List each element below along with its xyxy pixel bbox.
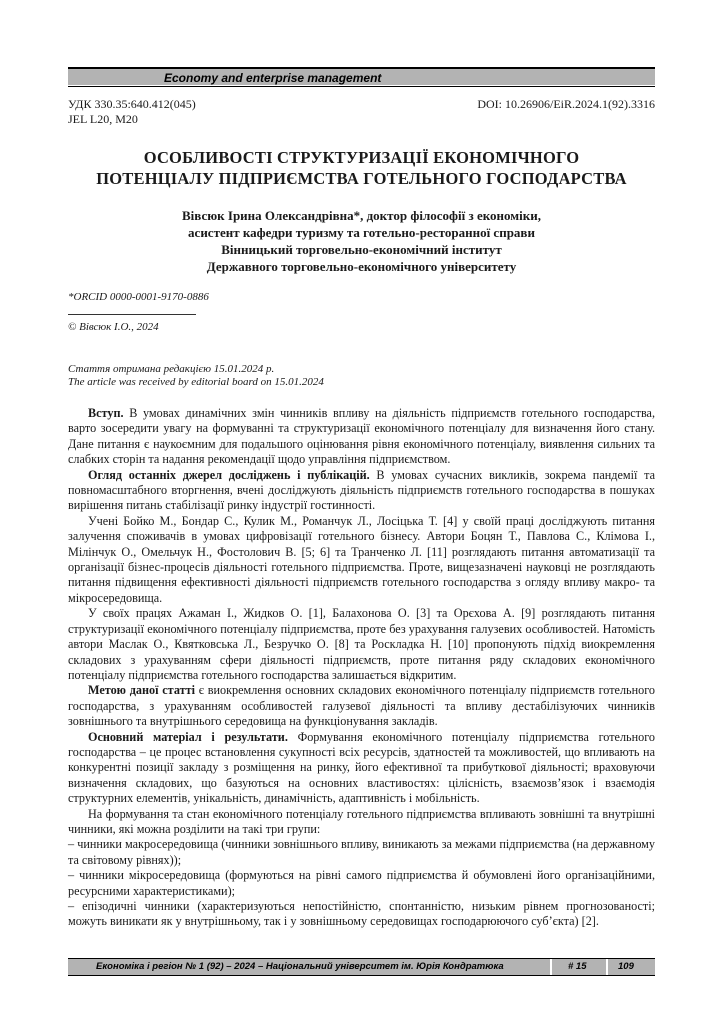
author-line: Державного торговельно-економічного університету [206, 259, 517, 274]
paragraph: У своїх працях Ажаман І., Жидков О. [1], Балахонова О. [3] та Орєхова А. [9] розглядають питання структуризації економічного потенціалу підприємства, проте без урахування галузевих особливостей. Натомість автори Маслак О., Квятковська Л., Безручко О. [8] та Роскладка Н. [10] пропонують підхід виокремлення складових з урахуванням сфери діяльності підприємств, проте питання ряду складових економічного потенціалу підприємства готельного господарства залишається відкритим. [68, 606, 655, 682]
footer-journal: Економіка і регіон № 1 (92) – 2024 – Національний університет ім. Юрія Кондратюка [96, 961, 504, 972]
intro-text: В умовах динамічних змін чинників впливу на діяльність підприємств готельного господарства, варто зосередити увагу на формуванні та структуризації економічного потенціалу для визначення його стану. Дане питання є наукоємним для подальшого оцінювання рівня економічного потенціалу, виявлення сильних та слабких сторін та надання рекомендації щодо управління підприємством. [68, 406, 655, 467]
footer-divider [606, 959, 608, 975]
goal-label: Метою даної статті [88, 683, 195, 698]
author-line: Вінницький торговельно-економічний інститут [221, 242, 502, 257]
jel-code: JEL L20, M20 [68, 112, 138, 126]
page-number: 109 [618, 961, 634, 972]
received-note-uk: Стаття отримана редакцією 15.01.2024 р. [68, 363, 275, 375]
title-line: ОСОБЛИВОСТІ СТРУКТУРИЗАЦІЇ ЕКОНОМІЧНОГО [143, 148, 580, 167]
list-item: – чинники мікросередовища (формуються на рівні самого підприємства й обумовлені його організаційними, ресурсними характеристиками); [68, 868, 655, 898]
paragraph-review [68, 468, 655, 514]
doi: DOI: 10.26906/EiR.2024.1(92).3316 [477, 97, 655, 111]
section-title: Economy and enterprise management [164, 71, 382, 85]
footnote-rule [68, 314, 196, 315]
header-bottom-rule [68, 86, 655, 87]
review-text: В умовах сучасних викликів, зокрема пандемії та повномасштабного вторгнення, вчені досліджують діяльність підприємств готельного господарства в пошуках вирішення питань стабілізації ринку індустрії гостинності. [68, 467, 655, 513]
main-label: Основний матеріал і результати. [88, 729, 288, 744]
paragraph: Учені Бойко М., Бондар С., Кулик М., Романчук Л., Лосіцька Т. [4] у своїй праці досліджують питання залучення споживачів в умовах цифровізації готельного бізнесу. Автори Боцян Т., Павлова С., Клімова І., Мілінчук О., Омельчук Н., Фостолович В. [5; 6] та Транченко Л. [11] розглядають питання автоматизації та організації бізнес-процесів діяльності готельного підприємства. Проте, вищезазначені науковці не розглядають питання підвищення ефективності діяльності підприємств готельного господарства з огляду впливу макро- та мікросередовища. [68, 513, 655, 605]
title-line: ПОТЕНЦІАЛУ ПІДПРИЄМСТВА ГОТЕЛЬНОГО ГОСПОДАРСТВА [96, 169, 627, 188]
review-label: Огляд останніх джерел досліджень і публікацій. [88, 467, 370, 482]
udk-code: УДК 330.35:640.412(045) [68, 97, 196, 111]
intro-label: Вступ. [88, 406, 124, 420]
author-line: Вівсюк Ірина Олександрівна*, доктор філософії з економіки, [181, 208, 542, 223]
orcid: *ORCID 0000-0001-9170-0886 [68, 291, 209, 303]
paragraph: На формування та стан економічного потенціалу готельного підприємства впливають зовнішні та внутрішні чинники, які можна розділити на такі три групи: [68, 806, 655, 836]
list-item: – чинники макросередовища (чинники зовнішнього впливу, виникають за межами підприємства (на державному та світовому рівнях)); [68, 837, 655, 867]
paragraph-goal [68, 683, 655, 729]
article-body [68, 406, 655, 930]
received-note-en: The article was received by editorial board on 15.01.2024 [68, 376, 324, 388]
author-line: асистент кафедри туризму та готельно-ресторанної справи [188, 225, 535, 240]
author-block [68, 207, 655, 275]
paragraph-main [68, 730, 655, 807]
paragraph-intro [68, 406, 655, 468]
main-text: Формування економічного потенціалу підприємства готельного господарства – це процес встановлення сукупності всіх ресурсів, здатностей та можливостей, що впливають на конкурентні позиції закладу з розміщення на ринку, його ефективної та прибуткової діяльності; враховуючи визначення складових, що базуються на основних властивостях: цілісність, взаємозв’язок і взаємодія структурних елементів, унікальність, динамічність, адаптивність і мобільність. [68, 729, 655, 806]
list-item: – епізодичні чинники (характеризуються непостійністю, спонтанністю, низьким рівнем прогнозованості; можуть виникати як у внутрішньому, так і у зовнішньому середовищах господарюючого суб’єкта) [2]. [68, 899, 655, 929]
footer-divider [550, 959, 552, 975]
running-header [68, 69, 655, 85]
copyright: © Вівсюк І.О., 2024 [68, 321, 159, 333]
running-footer [68, 958, 655, 976]
goal-text: є виокремлення основних складових економічного потенціалу підприємств готельного господарства, з урахуванням особливостей галузевої діяльності та впливу дестабілізуючих чинників зовнішнього та внутрішнього середовища на функціонування закладів. [68, 683, 655, 729]
article-title [68, 147, 655, 189]
footer-issue: # 15 [568, 961, 587, 972]
